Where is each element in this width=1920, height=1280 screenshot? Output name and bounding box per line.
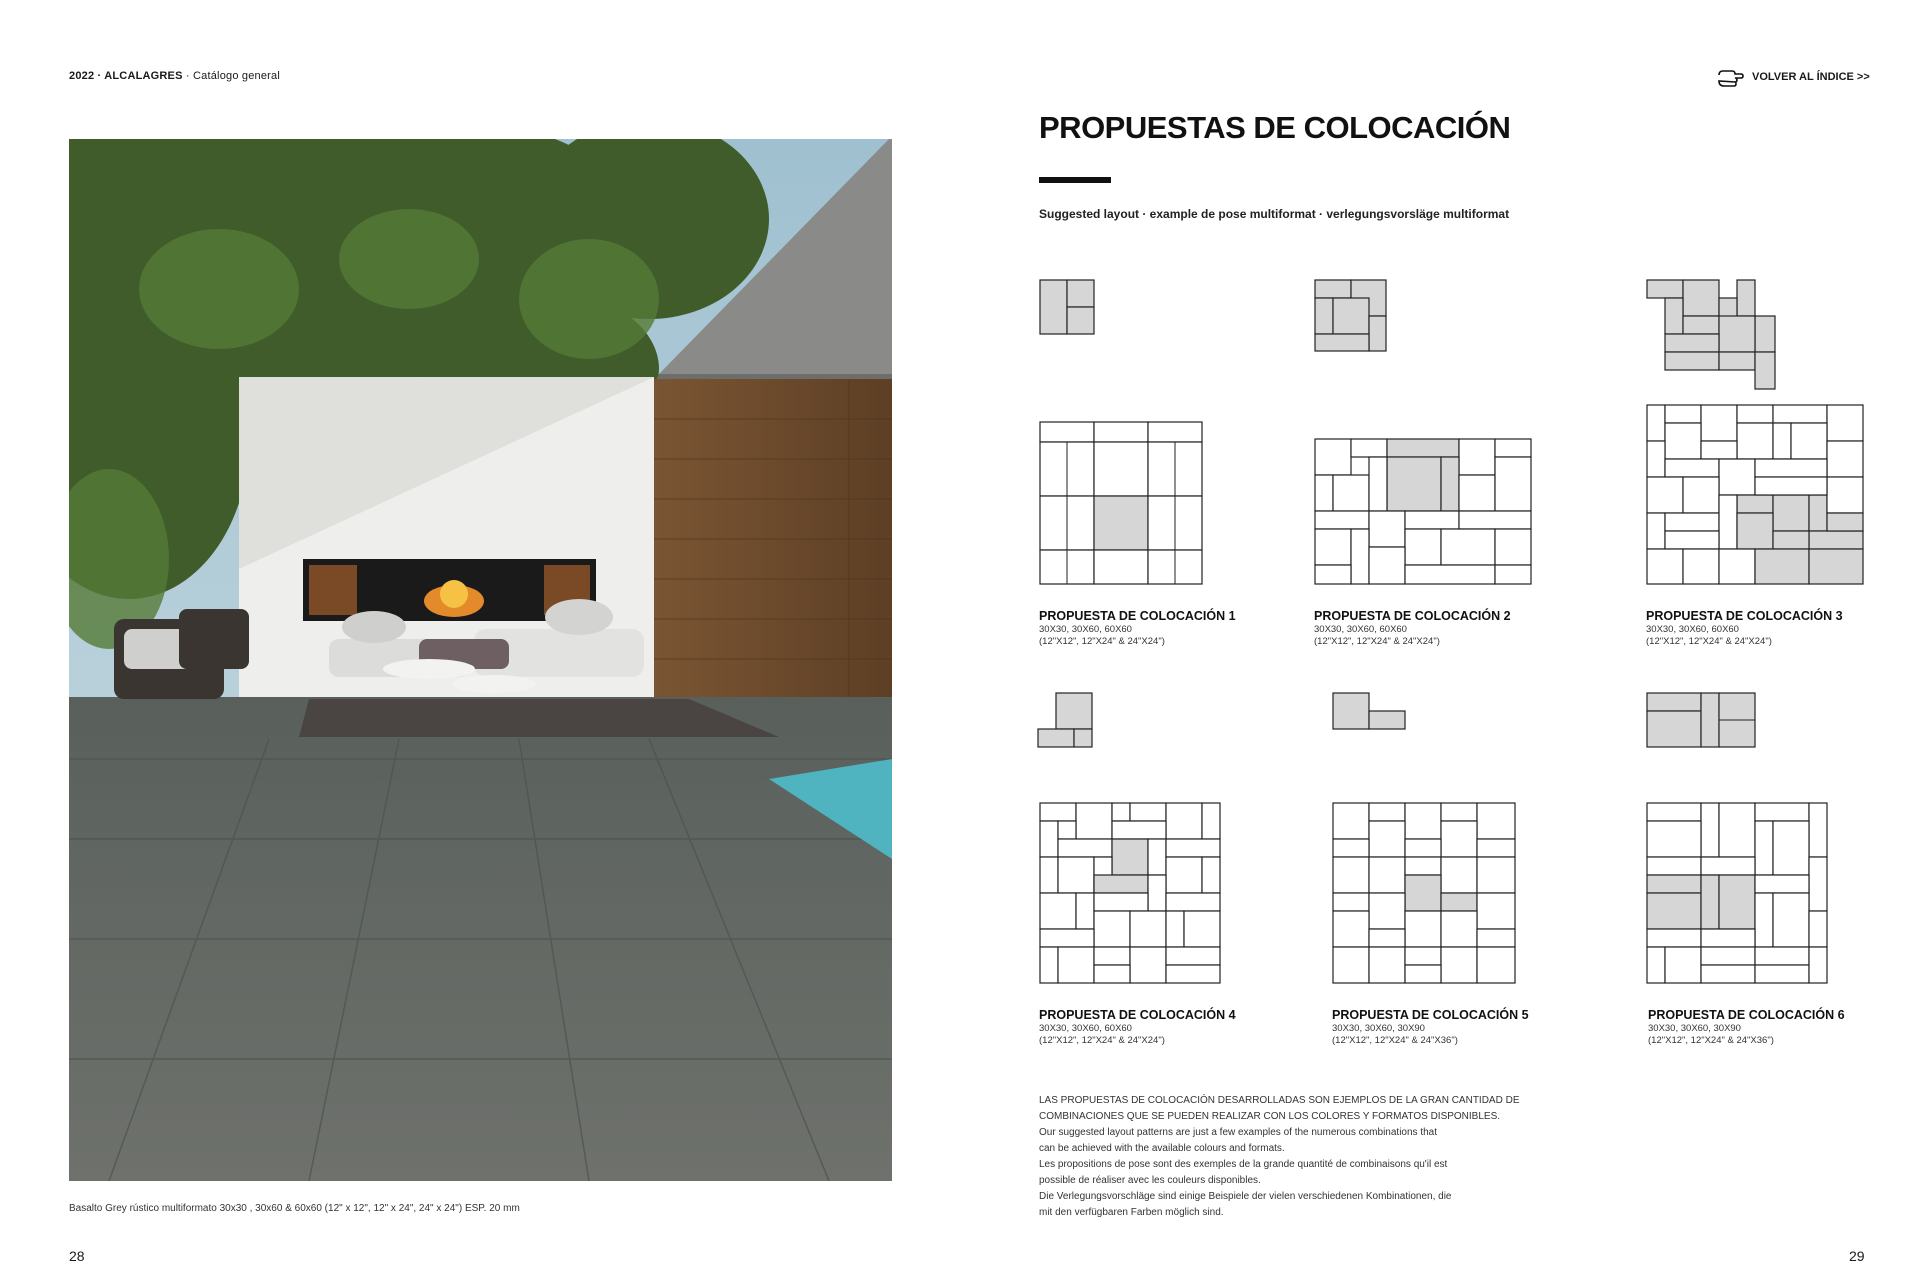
- hand-pointer-icon: [1716, 66, 1746, 88]
- pattern-unit-6: [1646, 692, 1756, 748]
- pattern-unit-1: [1039, 279, 1095, 335]
- proposal-1-formats: 30X30, 30X60, 60X60: [1039, 624, 1132, 635]
- pattern-layout-6: [1646, 802, 1828, 984]
- layout-notes: [1039, 1093, 1559, 1221]
- note-line: possible de réaliser avec les couleurs disponibles.: [1039, 1175, 1261, 1186]
- pattern-unit-5: [1332, 692, 1406, 730]
- pattern-layout-3: [1646, 404, 1864, 585]
- pattern-layout-1: [1039, 421, 1203, 585]
- proposal-1-inches: (12"X12", 12"X24" & 24"X24"): [1039, 636, 1165, 647]
- note-line: Les propositions de pose sont des exemples de la grande quantité de combinaisons qu'il est: [1039, 1159, 1448, 1170]
- proposal-2-label: PROPUESTA DE COLOCACIÓN 2: [1314, 609, 1511, 623]
- catalog-name: · Catálogo general: [185, 70, 281, 82]
- photo-caption: Basalto Grey rústico multiformato 30x30 , 30x60 & 60x60 (12" x 12", 12" x 24", 24" x 24") ESP. 20 mm: [69, 1203, 520, 1214]
- back-to-index-label: VOLVER AL ÍNDICE >>: [1752, 71, 1870, 83]
- proposal-3-inches: (12"X12", 12"X24" & 24"X24"): [1646, 636, 1772, 647]
- proposal-3-label: PROPUESTA DE COLOCACIÓN 3: [1646, 609, 1843, 623]
- page-number-right: 29: [1849, 1248, 1865, 1264]
- catalog-brand: 2022 · ALCALAGRES: [69, 70, 183, 82]
- page-subtitle: Suggested layout · example de pose multiformat · verlegungsvorsläge multiformat: [1039, 207, 1510, 221]
- note-line: LAS PROPUESTAS DE COLOCACIÓN DESARROLLADAS SON EJEMPLOS DE LA GRAN CANTIDAD DE: [1039, 1095, 1520, 1106]
- pattern-unit-2: [1314, 279, 1387, 352]
- note-line: Die Verlegungsvorschläge sind einige Beispiele der vielen verschiedenen Kombinationen, die: [1039, 1191, 1452, 1202]
- proposal-1-label: PROPUESTA DE COLOCACIÓN 1: [1039, 609, 1236, 623]
- proposal-3-formats: 30X30, 30X60, 60X60: [1646, 624, 1739, 635]
- proposal-5-inches: (12"X12", 12"X24" & 24"X36"): [1332, 1035, 1458, 1046]
- proposal-6-label: PROPUESTA DE COLOCACIÓN 6: [1648, 1008, 1845, 1022]
- proposal-2-inches: (12"X12", 12"X24" & 24"X24"): [1314, 636, 1440, 647]
- title-underline: [1039, 177, 1111, 183]
- proposal-4-label: PROPUESTA DE COLOCACIÓN 4: [1039, 1008, 1236, 1022]
- page-number-left: 28: [69, 1248, 85, 1264]
- proposal-4-inches: (12"X12", 12"X24" & 24"X24"): [1039, 1035, 1165, 1046]
- note-line: Our suggested layout patterns are just a few examples of the numerous combinations that: [1039, 1127, 1437, 1138]
- note-line: mit den verfügbaren Farben möglich sind.: [1039, 1207, 1224, 1218]
- catalog-header: [69, 70, 280, 82]
- pattern-layout-2: [1314, 438, 1532, 585]
- pattern-unit-3: [1646, 279, 1776, 390]
- note-line: can be achieved with the available colours and formats.: [1039, 1143, 1285, 1154]
- proposal-5-formats: 30X30, 30X60, 30X90: [1332, 1023, 1425, 1034]
- back-to-index-link[interactable]: [1716, 66, 1870, 88]
- proposal-4-formats: 30X30, 30X60, 60X60: [1039, 1023, 1132, 1034]
- pattern-layout-4: [1039, 802, 1221, 984]
- proposal-5-label: PROPUESTA DE COLOCACIÓN 5: [1332, 1008, 1529, 1022]
- note-line: COMBINACIONES QUE SE PUEDEN REALIZAR CON LOS COLORES Y FORMATOS DISPONIBLES.: [1039, 1111, 1501, 1122]
- patio-photo: [69, 139, 892, 1181]
- proposal-6-inches: (12"X12", 12"X24" & 24"X36"): [1648, 1035, 1774, 1046]
- pattern-unit-4: [1037, 692, 1093, 748]
- proposal-2-formats: 30X30, 30X60, 60X60: [1314, 624, 1407, 635]
- page-title: PROPUESTAS DE COLOCACIÓN: [1039, 110, 1511, 145]
- pattern-layout-5: [1332, 802, 1516, 984]
- proposal-6-formats: 30X30, 30X60, 30X90: [1648, 1023, 1741, 1034]
